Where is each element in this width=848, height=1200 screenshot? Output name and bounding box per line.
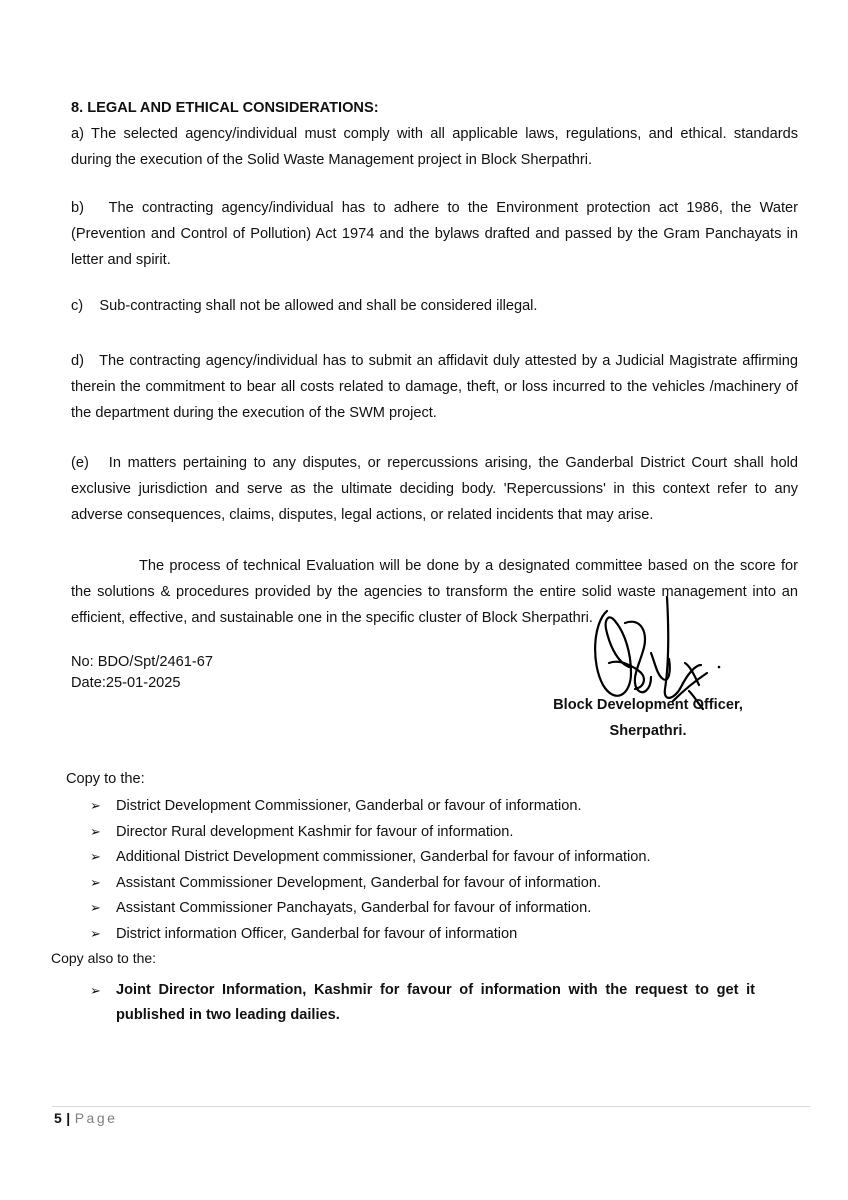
copy-also-item — [90, 978, 755, 1028]
copy-to-heading: Copy to the: — [66, 771, 145, 787]
page-label: Page — [74, 1110, 118, 1126]
list-item — [90, 844, 651, 870]
footer-separator: | — [66, 1110, 71, 1126]
signatory-title: Block Development Officer, — [553, 697, 743, 713]
clause-d-text: The contracting agency/individual has to submit an affidavit duly attested by a Judicial Magistrate affirming therein the commitment to bear all costs related to damage, theft, or loss incurred to the vehicles /machinery of the department during the execution of the SWM project. — [71, 353, 798, 421]
list-item-text: Assistant Commissioner Development, Ganderbal for favour of information. — [116, 874, 602, 891]
signatory-place: Sherpathri. — [609, 723, 687, 739]
reference-date: Date:25-01-2025 — [71, 675, 181, 691]
copy-also-text-2: published in two leading dailies. — [116, 1007, 340, 1023]
arrow-bullet-icon: ➢ — [90, 823, 101, 839]
reference-block — [71, 652, 213, 694]
list-item — [90, 921, 651, 947]
list-item-text: Director Rural development Kashmir for favour of information. — [116, 823, 514, 840]
list-item-text: Assistant Commissioner Panchayats, Ganderbal for favour of information. — [116, 900, 592, 916]
clause-b-text: The contracting agency/individual has to adhere to the Environment protection act 1986, the Water (Prevention and Control of Pollution) Act 1974 and the bylaws drafted and passed by the Gram Panchayats in letter and spirit. — [71, 200, 798, 268]
list-item-text: Additional District Development commissioner, Ganderbal for favour of information. — [116, 849, 651, 865]
page-footer — [54, 1110, 117, 1126]
copy-also-text-1: Joint Director Information, Kashmir for favour of information with the request to get it — [116, 982, 755, 998]
clause-e-text: In matters pertaining to any disputes, or repercussions arising, the Ganderbal District Court shall hold exclusive jurisdiction and serve as the ultimate deciding body. 'Repercussions' in this context refer to any adverse consequences, claims, disputes, legal actions, or related incidents that may arise. — [71, 455, 798, 523]
clause-c — [71, 298, 798, 314]
list-item — [90, 819, 651, 845]
copy-also-line-1 — [90, 978, 755, 1003]
arrow-bullet-icon: ➢ — [90, 983, 101, 998]
page-number: 5 — [54, 1110, 63, 1126]
evaluation-paragraph: The process of technical Evaluation will be done by a designated committee based on the score for the solutions & procedures provided by the agencies to transform the entire solid waste management into an efficient, effective, and sustainable one in the specific cluster of Block Sherpathri. — [71, 558, 798, 626]
copy-to-list — [90, 793, 651, 946]
clause-b-label: b) — [71, 200, 84, 216]
clause-b — [71, 195, 798, 273]
copy-also-heading: Copy also to the: — [51, 950, 157, 966]
list-item-text: District information Officer, Ganderbal for favour of information — [116, 925, 518, 942]
footer-divider — [52, 1106, 810, 1107]
list-item — [90, 870, 651, 896]
clause-d — [71, 348, 798, 426]
reference-number: No: BDO/Spt/2461-67 — [71, 654, 213, 670]
arrow-bullet-icon: ➢ — [90, 849, 101, 864]
arrow-bullet-icon: ➢ — [90, 900, 101, 915]
list-item-text: District Development Commissioner, Ganderbal or favour of information. — [116, 798, 582, 814]
clause-e — [71, 450, 798, 528]
arrow-bullet-icon: ➢ — [90, 925, 101, 941]
clause-e-label: (e) — [71, 455, 89, 471]
arrow-bullet-icon: ➢ — [90, 874, 101, 890]
clause-c-text: Sub-contracting shall not be allowed and shall be considered illegal. — [99, 298, 538, 314]
clause-d-label: d) — [71, 353, 84, 369]
arrow-bullet-icon: ➢ — [90, 798, 101, 813]
clause-a: a) The selected agency/individual must comply with all applicable laws, regulations, and ethical. standards during the execution of the Solid Waste Management project in Block Sherpathri. — [71, 126, 798, 168]
clause-c-label: c) — [71, 298, 84, 314]
list-item — [90, 793, 651, 819]
section-heading: 8. LEGAL AND ETHICAL CONSIDERATIONS: — [71, 100, 379, 116]
list-item — [90, 895, 651, 921]
signatory-block — [548, 692, 748, 744]
